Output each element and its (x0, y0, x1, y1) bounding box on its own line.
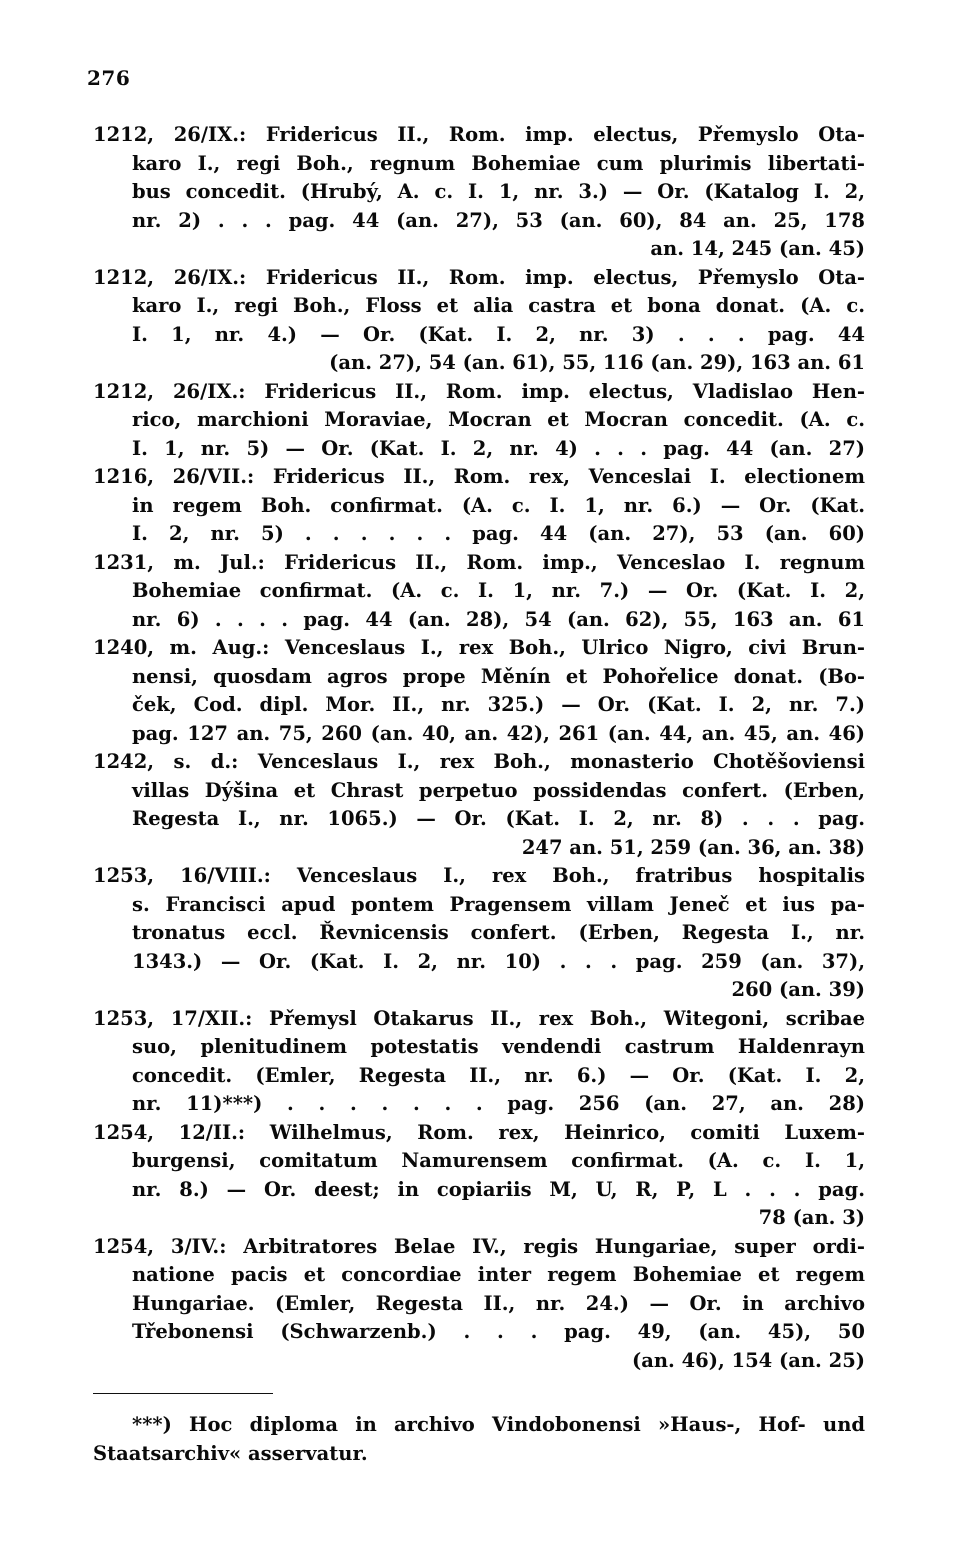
regest-entry (93, 1005, 865, 1119)
regest-entry-first-line: 1254, 12/II.: Wilhelmus, Rom. rex, Heinrico, comiti Luxem- (93, 1120, 865, 1144)
regest-entry-line: bus concedit. (Hrubý, A. c. I. 1, nr. 3.) — Or. (Katalog I. 2, (132, 180, 865, 203)
regest-entry-line: ček, Cod. dipl. Mor. II., nr. 325.) — Or. (Kat. I. 2, nr. 7.) (132, 693, 865, 716)
regest-entry-first-line: 1254, 3/IV.: Arbitratores Belae IV., regis Hungariae, super ordi- (93, 1234, 865, 1258)
regesta-list (93, 121, 865, 1375)
footnote-line: ***) Hoc diploma in archivo Vindobonensi »Haus-, Hof- und (132, 1413, 865, 1436)
footnote-line: Staatsarchiv« asservatur. (93, 1441, 368, 1465)
regest-entry (93, 1119, 865, 1233)
footnote-separator (93, 1393, 273, 1394)
regest-entry-line: tronatus eccl. Řevnicensis confert. (Erben, Regesta I., nr. (132, 921, 865, 944)
regest-entry (93, 549, 865, 635)
regest-entry-line: 260 (an. 39) (731, 978, 865, 1001)
regest-entry (93, 463, 865, 549)
regest-entry-first-line: 1242, s. d.: Venceslaus I., rex Boh., monasterio Chotěšoviensi (93, 750, 865, 773)
regest-entry-line: (an. 46), 154 (an. 25) (631, 1348, 865, 1372)
regest-entry (93, 748, 865, 862)
regest-entry (93, 121, 865, 264)
regest-entry-line: burgensi, comitatum Namurensem confirmat. (A. c. I. 1, (132, 1149, 865, 1172)
regest-entry-line: nr. 8.) — Or. deest; in copiariis M, U, R, P, L . . . pag. (132, 1177, 865, 1201)
regest-entry-line: rico, marchioni Moraviae, Mocran et Mocran concedit. (A. c. (132, 408, 865, 431)
regest-entry-line: karo I., regi Boh., regnum Bohemiae cum plurimis libertati- (132, 151, 865, 175)
regest-entry-first-line: 1231, m. Jul.: Fridericus II., Rom. imp., Venceslao I. regnum (93, 550, 865, 574)
regest-entry-line: Třebonensi (Schwarzenb.) . . . pag. 49, (an. 45), 50 (132, 1320, 865, 1343)
regest-entry-first-line: 1253, 16/VIII.: Venceslaus I., rex Boh., fratribus hospitalis (93, 864, 865, 887)
regest-entry (93, 264, 865, 378)
regest-entry (93, 378, 865, 464)
page-number: 276 (87, 66, 131, 90)
regest-entry-line: Regesta I., nr. 1065.) — Or. (Kat. I. 2, nr. 8) . . . pag. (132, 807, 865, 830)
regest-entry-line: I. 2, nr. 5) . . . . . . pag. 44 (an. 27), 53 (an. 60) (132, 522, 865, 545)
regest-entry-line: an. 14, 245 (an. 45) (650, 237, 865, 260)
regest-entry-line: nr. 6) . . . . pag. 44 (an. 28), 54 (an. 62), 55, 163 an. 61 (132, 607, 865, 631)
footnote (93, 1411, 865, 1468)
regest-entry-line: suo, plenitudinem potestatis vendendi castrum Haldenrayn (132, 1035, 865, 1058)
regest-entry-first-line: 1212, 26/IX.: Fridericus II., Rom. imp. electus, Přemyslo Ota- (93, 265, 865, 289)
regest-entry-line: Hungariae. (Emler, Regesta II., nr. 24.) — Or. in archivo (132, 1291, 865, 1315)
regest-entry-line: natione pacis et concordiae inter regem Bohemiae et regem (132, 1263, 865, 1286)
regest-entry-line: nr. 2) . . . pag. 44 (an. 27), 53 (an. 60), 84 an. 25, 178 (132, 208, 865, 232)
regest-entry-line: I. 1, nr. 5) — Or. (Kat. I. 2, nr. 4) . . . pag. 44 (an. 27) (132, 436, 865, 460)
regest-entry-line: s. Francisci apud pontem Pragensem villam Jeneč et ius pa- (132, 892, 865, 916)
regest-entry-first-line: 1212, 26/IX.: Fridericus II., Rom. imp. electus, Přemyslo Ota- (93, 123, 865, 146)
regest-entry-line: (an. 27), 54 (an. 61), 55, 116 (an. 29), 163 an. 61 (329, 351, 865, 374)
regest-entry-first-line: 1253, 17/XII.: Přemysl Otakarus II., rex Boh., Witegoni, scribae (93, 1006, 865, 1030)
regest-entry-line: concedit. (Emler, Regesta II., nr. 6.) — Or. (Kat. I. 2, (132, 1063, 865, 1087)
regest-entry-line: pag. 127 an. 75, 260 (an. 40, an. 42), 261 (an. 44, an. 45, an. 46) (132, 721, 865, 745)
regest-entry-line: I. 1, nr. 4.) — Or. (Kat. I. 2, nr. 3) . . . pag. 44 (132, 322, 865, 346)
regest-entry (93, 862, 865, 1005)
regest-entry-line: Bohemiae confirmat. (A. c. I. 1, nr. 7.) — Or. (Kat. I. 2, (132, 579, 865, 602)
regest-entry-line: nr. 11)***) . . . . . . . pag. 256 (an. 27, an. 28) (132, 1092, 865, 1115)
regest-entry-first-line: 1216, 26/VII.: Fridericus II., Rom. rex, Venceslai I. electionem (93, 465, 865, 488)
regest-entry-line: 247 an. 51, 259 (an. 36, an. 38) (521, 835, 865, 859)
regest-entry-line: karo I., regi Boh., Floss et alia castra et bona donat. (A. c. (132, 294, 865, 317)
regest-entry-first-line: 1240, m. Aug.: Venceslaus I., rex Boh., Ulrico Nigro, civi Brun- (93, 636, 865, 659)
regest-entry-line: nensi, quosdam agros prope Měnín et Pohořelice donat. (Bo- (132, 664, 865, 688)
regest-entry (93, 1233, 865, 1376)
regest-entry-line: 1343.) — Or. (Kat. I. 2, nr. 10) . . . pag. 259 (an. 37), (132, 949, 865, 973)
regest-entry-line: in regem Boh. confirmat. (A. c. I. 1, nr. 6.) — Or. (Kat. (132, 493, 865, 517)
regest-entry-line: villas Dýšina et Chrast perpetuo possidendas confert. (Erben, (132, 778, 865, 802)
regest-entry-line: 78 (an. 3) (758, 1206, 865, 1229)
regest-entry-first-line: 1212, 26/IX.: Fridericus II., Rom. imp. electus, Vladislao Hen- (93, 379, 865, 403)
regest-entry (93, 634, 865, 748)
